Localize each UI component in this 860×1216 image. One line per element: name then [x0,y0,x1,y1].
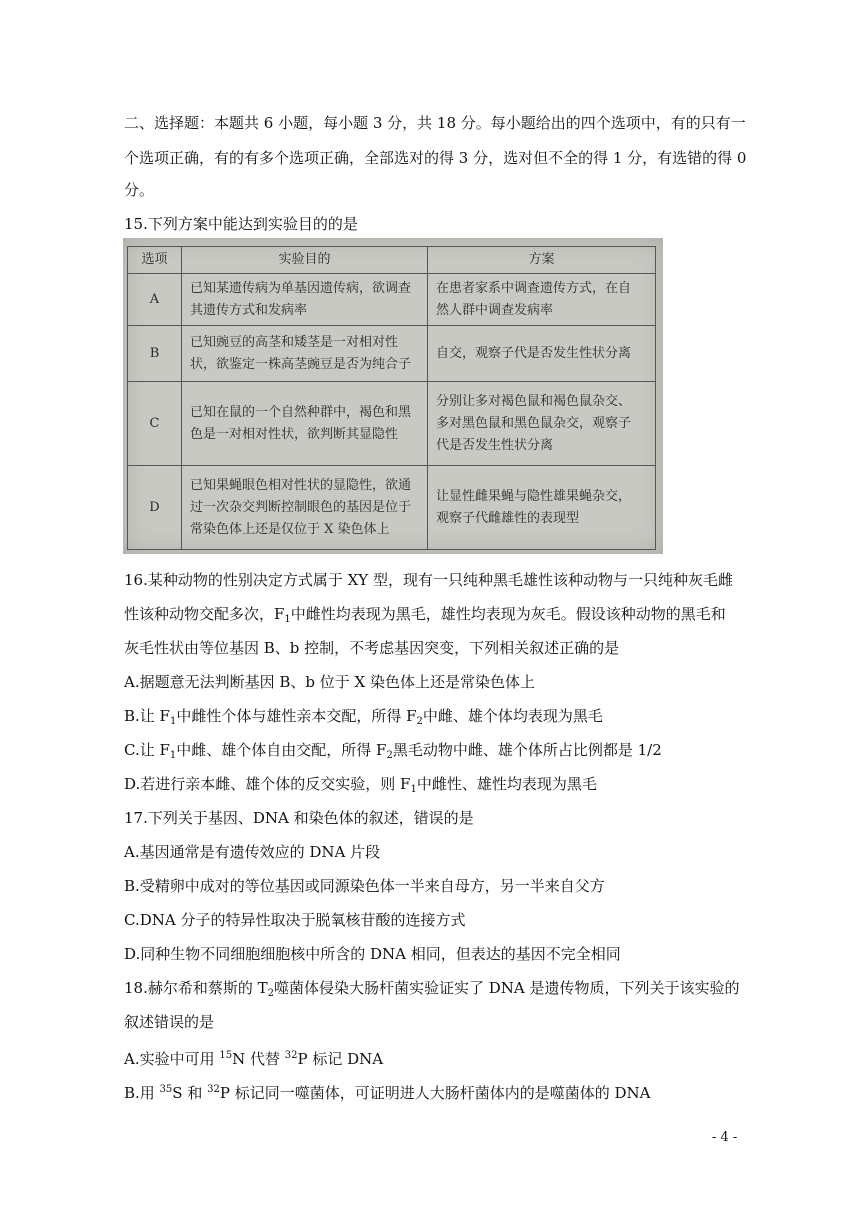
question-18-option-b [124,1080,650,1103]
table-row [128,274,656,326]
subscript: 2 [267,988,275,999]
text-run: 中雌性、雄性均表现为黑毛 [416,775,597,793]
subscript: 1 [169,750,177,761]
plan-cell [428,466,656,550]
plan-text: 多对黑色鼠和黑色鼠杂交，观察子 [436,415,632,431]
option-cell: B [128,326,182,382]
text-run: 中雌、雄个体自由交配，所得 F [176,741,387,759]
text-run: 性该种动物交配多次，F [124,605,285,623]
plan-text: 然人群中调查发病率 [436,302,554,318]
options-table [127,246,656,550]
text-run: 噬菌体侵染大肠杆菌实验证实了 DNA 是遗传物质，下列关于该实验的 [274,979,740,997]
question-17-option-b: B.受精卵中成对的等位基因或同源染色体一半来自母方，另一半来自父方 [124,877,605,895]
option-cell: D [128,466,182,550]
aim-text: 已知某遗传病为单基因遗传病，欲调查 [190,280,412,296]
text-run: B.用 [124,1084,160,1102]
question-18-stem-line-2: 叙述错误的是 [124,1013,215,1031]
table-header-cell: 方案 [428,247,656,274]
plan-text: 自交，观察子代是否发生性状分离 [436,345,632,361]
question-17-stem: 17.下列关于基因、DNA 和染色体的叙述，错误的是 [124,809,474,827]
plan-text: 代是否发生性状分离 [436,437,554,453]
aim-text: 已知豌豆的高茎和矮茎是一对相对性 [190,334,399,350]
table-row [128,326,656,382]
plan-text: 观察子代雌雄性的表现型 [436,510,580,526]
aim-cell [182,382,428,466]
question-18-option-a [124,1046,383,1069]
subscript: 1 [410,784,417,795]
question-16-option-d [124,774,597,800]
superscript: 35 [159,1084,173,1095]
text-run: 中雌、雄个体均表现为黑毛 [422,707,603,725]
section-intro-line-3: 分。 [124,181,155,199]
plan-cell [428,274,656,326]
aim-text: 其遗传方式和发病率 [190,302,308,318]
plan-text: 分别让多对褐色鼠和褐色鼠杂交、 [436,393,632,409]
table-header-row [128,247,656,274]
question-16-option-b [124,706,603,732]
option-cell: C [128,382,182,466]
question-16-option-c [124,740,662,766]
aim-cell [182,274,428,326]
table-row [128,466,656,550]
page-number: - 4 - [712,1130,738,1145]
text-run: N 代替 [232,1050,285,1068]
table-row [128,382,656,466]
table-header-cell: 选项 [128,247,182,274]
options-table-photo [123,238,663,554]
superscript: 32 [284,1050,298,1061]
table-header-cell: 实验目的 [182,247,428,274]
text-run: S 和 [172,1084,208,1102]
text-run: A.实验中可用 [124,1050,220,1068]
text-run: D.若进行亲本雌、雄个体的反交实验，则 F [124,775,411,793]
aim-cell [182,466,428,550]
text-run: 18.赫尔希和蔡斯的 T [124,979,268,997]
question-17-option-c: C.DNA 分子的特异性取决于脱氧核苷酸的连接方式 [124,911,466,929]
question-15-stem: 15.下列方案中能达到实验目的的是 [124,215,358,233]
subscript: 1 [284,614,291,625]
superscript: 15 [219,1050,233,1061]
aim-text: 已知在鼠的一个自然种群中，褐色和黑 [190,404,412,420]
superscript: 32 [207,1084,220,1095]
plan-cell [428,326,656,382]
text-run: P 标记 DNA [297,1050,384,1068]
aim-text: 状，欲鉴定一株高茎豌豆是否为纯合子 [190,356,412,372]
question-17-option-a: A.基因通常是有遗传效应的 DNA 片段 [124,843,381,861]
text-run: 黑毛动物中雌、雄个体所占比例都是 1/2 [392,741,662,759]
text-run: 中雌性均表现为黑毛，雄性均表现为灰毛。假设该种动物的黑毛和 [290,605,726,623]
text-run: B.让 F [124,707,170,725]
text-run: C.让 F [124,741,170,759]
question-16-stem-line-3: 灰毛性状由等位基因 B、b 控制，不考虑基因突变，下列相关叙述正确的是 [124,639,620,657]
section-intro-line-1: 二、选择题：本题共 6 小题，每小题 3 分，共 18 分。每小题给出的四个选项中，有的只有一 [124,114,746,132]
aim-cell [182,326,428,382]
plan-text: 让显性雌果蝇与隐性雄果蝇杂交， [436,488,632,504]
subscript: 2 [416,716,423,727]
plan-text: 在患者家系中调查遗传方式，在自 [436,280,632,296]
text-run: P 标记同一噬菌体，可证明进人大肠杆菌体内的是噬菌体的 DNA [219,1084,651,1102]
question-16-stem-line-2 [124,604,726,630]
aim-text: 过一次杂交判断控制眼色的基因是位于 [190,499,412,515]
text-run: 中雌性个体与雄性亲本交配，所得 F [176,707,417,725]
section-intro-line-2: 个选项正确，有的有多个选项正确，全部选对的得 3 分，选对但不全的得 1 分，有选错的得 0 [124,149,747,167]
aim-text: 已知果蝇眼色相对性状的显隐性，欲通 [190,477,412,493]
aim-text: 常染色体上还是仅位于 X 染色体上 [190,521,390,537]
subscript: 2 [386,750,393,761]
question-17-option-d: D.同种生物不同细胞细胞核中所含的 DNA 相同，但表达的基因不完全相同 [124,945,621,963]
aim-text: 色是一对相对性状，欲判断其显隐性 [190,426,399,442]
plan-cell [428,382,656,466]
option-cell: A [128,274,182,326]
question-16-stem-line-1: 16.某种动物的性别决定方式属于 XY 型，现有一只纯种黑毛雄性该种动物与一只纯种灰毛雌 [124,571,733,589]
question-18-stem-line-1 [124,978,740,1004]
question-16-option-a: A.据题意无法判断基因 B、b 位于 X 染色体上还是常染色体上 [124,673,535,691]
subscript: 1 [169,716,177,727]
